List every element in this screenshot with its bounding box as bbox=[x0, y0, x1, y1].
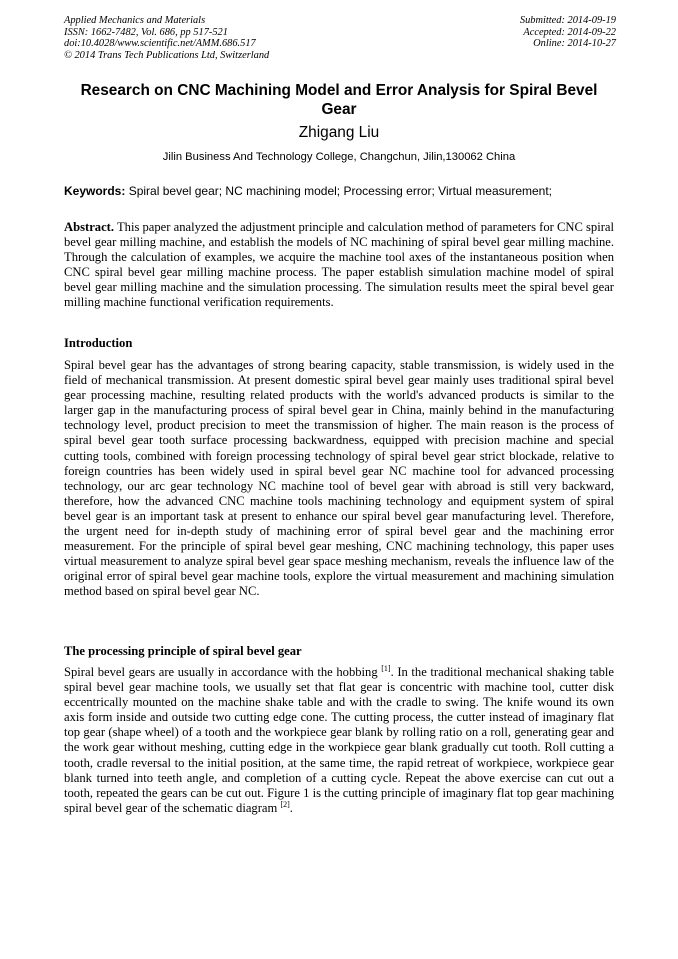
journal-doi: doi:10.4028/www.scientific.net/AMM.686.517 bbox=[64, 38, 256, 50]
journal-issn: ISSN: 1662-7482, Vol. 686, pp 517-521 bbox=[64, 26, 228, 38]
submitted-date: Submitted: 2014-09-19 bbox=[519, 15, 616, 26]
processing-text-2: . In the traditional mechanical shaking table spiral bevel gear machine tools, we usually set that flat gear is concentric with machine tool, cutter disk eccentrically mounted on the machine shake table and with the cradle to swing. The knife wound its own axis form inside and outside two cutting edge cone. The cutting process, the cutter instead of imaginary flat top gear (shape wheel) of a tooth and the workpiece gear blank by rolling ratio on a roll, generating gear and the work gear without meshing, cutting edge in the workpiece gear blank gradually cut tooth. Roll cutting a tooth, cradle reversal to the initial position, at the same time, the rapid retreat of workpiece, workpiece gear blank turned into teeth angle, and completion of a cutting cycle. Repeat the above exercise can cut out a tooth, repeated the gears can be cut out. Figure 1 is the cutting principle of imaginary flat top gear machining spiral bevel gear of the schematic diagram bbox=[64, 665, 614, 815]
keywords bbox=[64, 184, 616, 199]
processing-heading: The processing principle of spiral bevel gear bbox=[64, 644, 302, 658]
abstract-label: Abstract. bbox=[64, 220, 115, 234]
online-date: Online: 2014-10-27 bbox=[533, 38, 616, 50]
introduction-heading: Introduction bbox=[64, 336, 133, 350]
introduction-body: Spiral bevel gear has the advantages of strong bearing capacity, stable transmission, is widely used in the field of mechanical transmission. At present domestic spiral bevel gear mainly uses traditional spiral bevel gear processing machine, resulting related products with the world's advanced products is similar to the larger gap in the manufacturing process of spiral bevel gear in China, mainly behind in the manufacturing technology level, product precision to meet the transmission of higher. The main reason is the process of spiral bevel gear tooth surface processing backwardness, equipped with precision machine and special cutting tools, combined with foreign processing technology of spiral bevel gear strict blockade, relative to foreign countries has been widely used in spiral bevel gear NC machine tool for advanced processing technology, our arc gear technology NC machine tool of bevel gear with abroad is still very backward, therefore, how the advanced CNC machine tools machining technology and equipment system of spiral bevel gear is an important task at present to enhance our spiral bevel gear manufacturing level. Therefore, the urgent need for in-depth study of machining error of spiral bevel gear and the machining error measurement. For the principle of spiral bevel gear meshing, CNC machining technology, this paper uses virtual measurement to analyze spiral bevel gear space meshing mechanism, reveals the influence law of the original error of spiral bevel gear machine tools, explore the virtual measurement and machining simulation method based on spiral bevel gear NC. bbox=[64, 358, 614, 599]
journal-name: Applied Mechanics and Materials bbox=[64, 15, 206, 26]
affiliation: Jilin Business And Technology College, Changchun, Jilin,130062 China bbox=[162, 151, 516, 163]
processing-text-3: . bbox=[289, 800, 293, 815]
dates-info bbox=[520, 15, 616, 50]
keywords-text: Spiral bevel gear; NC machining model; Processing error; Virtual measurement; bbox=[128, 184, 553, 198]
processing-body bbox=[64, 665, 614, 816]
citation-2[interactable]: [2] bbox=[280, 799, 290, 809]
paper-title: Research on CNC Machining Model and Error Analysis for Spiral Bevel Gear bbox=[80, 82, 598, 118]
journal-info bbox=[64, 15, 269, 61]
author-name: Zhigang Liu bbox=[298, 124, 380, 141]
keywords-label: Keywords: bbox=[64, 184, 126, 198]
journal-copyright: © 2014 Trans Tech Publications Ltd, Switzerland bbox=[64, 49, 270, 61]
processing-text-1: Spiral bevel gears are usually in accordance with the hobbing bbox=[64, 665, 382, 679]
accepted-date: Accepted: 2014-09-22 bbox=[523, 26, 616, 38]
abstract bbox=[64, 220, 614, 311]
abstract-text: This paper analyzed the adjustment principle and calculation method of parameters for CNC spiral bevel gear milling machine, and establish the models of NC machining of spiral bevel gear milling machine. Through the calculation of examples, we acquire the machine tool axes of the instantaneous position when CNC spiral bevel gear milling machine process. The paper establish simulation machine model of spiral bevel gear milling machine and the simulation processing. The simulation results meet the spiral bevel gear milling machine functional verification requirements. bbox=[64, 220, 615, 310]
citation-1[interactable]: [1] bbox=[381, 663, 391, 673]
